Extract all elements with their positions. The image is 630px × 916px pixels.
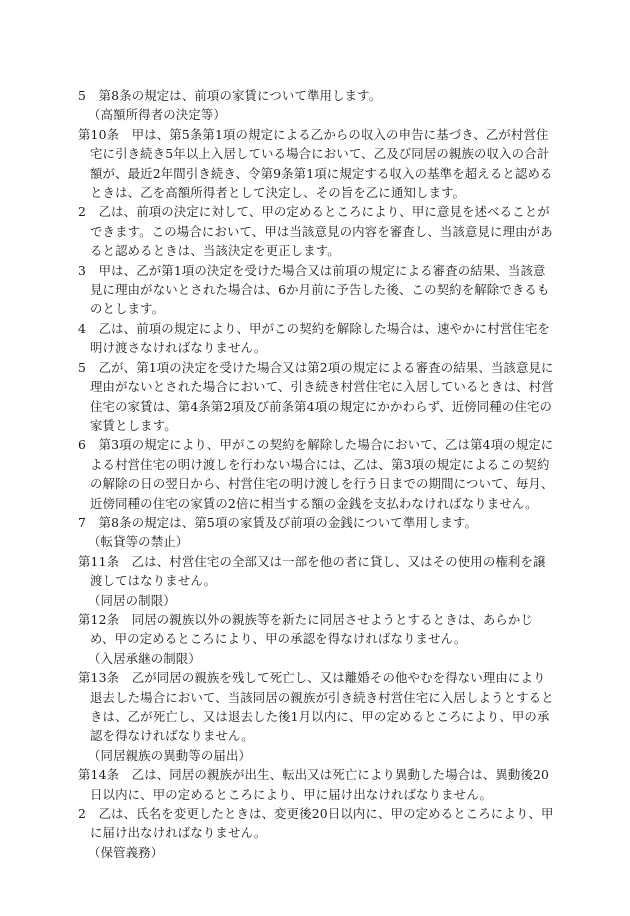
paragraph-item: 2 乙は、氏名を変更したときは、変更後20日以内に、甲の定めるところにより、甲に届け出なければなりません。 — [78, 806, 554, 841]
section-caption: （転貸等の禁止） — [88, 534, 189, 550]
paragraph-item: 6 第3項の規定により、甲がこの契約を解除した場合において、乙は第4項の規定による村営住宅の明け渡しを行わない場合には、乙は、第3項の規定によるこの契約の解除の日の翌日から、村営住宅の明け渡しを行う日までの期間について、毎月、近傍同種の住宅の家賃の2倍に相当する額の金銭を支払わなければなりません。 — [78, 437, 554, 511]
paragraph-item: 5 第8条の規定は、前項の家賃について準用します。 — [78, 88, 382, 103]
paragraph-item: 2 乙は、前項の決定に対して、甲の定めるところにより、甲に意見を述べることができます。この場合において、甲は当該意見の内容を審査し、当該意見に理由があると認めるときは、当該決定を更正します。 — [78, 204, 553, 259]
section-caption: （高額所得者の決定等） — [88, 107, 226, 123]
section-caption: （入居承継の制限） — [88, 650, 201, 666]
paragraph-item: 5 乙が、第1項の決定を受けた場合又は第2項の規定による審査の結果、当該意見に理由がないとされた場合において、引き続き村営住宅に入居しているときは、村営住宅の家賃は、第4条第2項及び前条第4項の規定にかかわらず、近傍同種の住宅の家賃とします。 — [78, 359, 554, 433]
section-caption: （同居親族の異動等の届出） — [88, 747, 252, 763]
section-caption: （同居の制限） — [88, 592, 176, 608]
article-12: 第12条 同居の親族以外の親族等を新たに同居させようとするときは、あらかじめ、甲の定めるところにより、甲の承認を得なければなりません。 — [78, 611, 533, 647]
section-caption: （保管義務） — [88, 844, 164, 860]
paragraph-item: 3 甲は、乙が第1項の決定を受けた場合又は前項の規定による審査の結果、当該意見に理由がないとされた場合は、6か月前に予告した後、この契約を解除できるものとします。 — [78, 262, 550, 317]
contract-text-body — [78, 86, 554, 862]
paragraph-item: 4 乙は、前項の規定により、甲がこの契約を解除した場合は、速やかに村営住宅を明け渡さなければなりません。 — [78, 320, 551, 356]
article-11: 第11条 乙は、村営住宅の全部又は一部を他の者に貸し、又はその使用の権利を譲渡してはなりません。 — [78, 553, 546, 589]
paragraph-item: 7 第8条の規定は、第5項の家賃及び前項の金銭について準用します。 — [78, 514, 478, 530]
article-10: 第10条 甲は、第5条第1項の規定による乙からの収入の申告に基づき、乙が村営住宅に引き続き5年以上入居している場合において、乙及び同居の親族の収入の合計額が、最近2年間引き続き、令第9条第1項に規定する収入の基準を超えると認めるときは、乙を高額所得者として決定し、その旨を乙に通知します。 — [78, 126, 553, 201]
article-13: 第13条 乙が同居の親族を残して死亡し、又は離婚その他やむを得ない理由により退去した場合において、当該同居の親族が引き続き村営住宅に入居しようとするときは、乙が死亡し、又は退去した後1月以内に、甲の定めるところにより、甲の承認を得なければなりません。 — [78, 670, 554, 744]
article-14: 第14条 乙は、同居の親族が出生、転出又は死亡により異動した場合は、異動後20日以内に、甲の定めるところにより、甲に届け出なければなりません。 — [78, 767, 550, 802]
